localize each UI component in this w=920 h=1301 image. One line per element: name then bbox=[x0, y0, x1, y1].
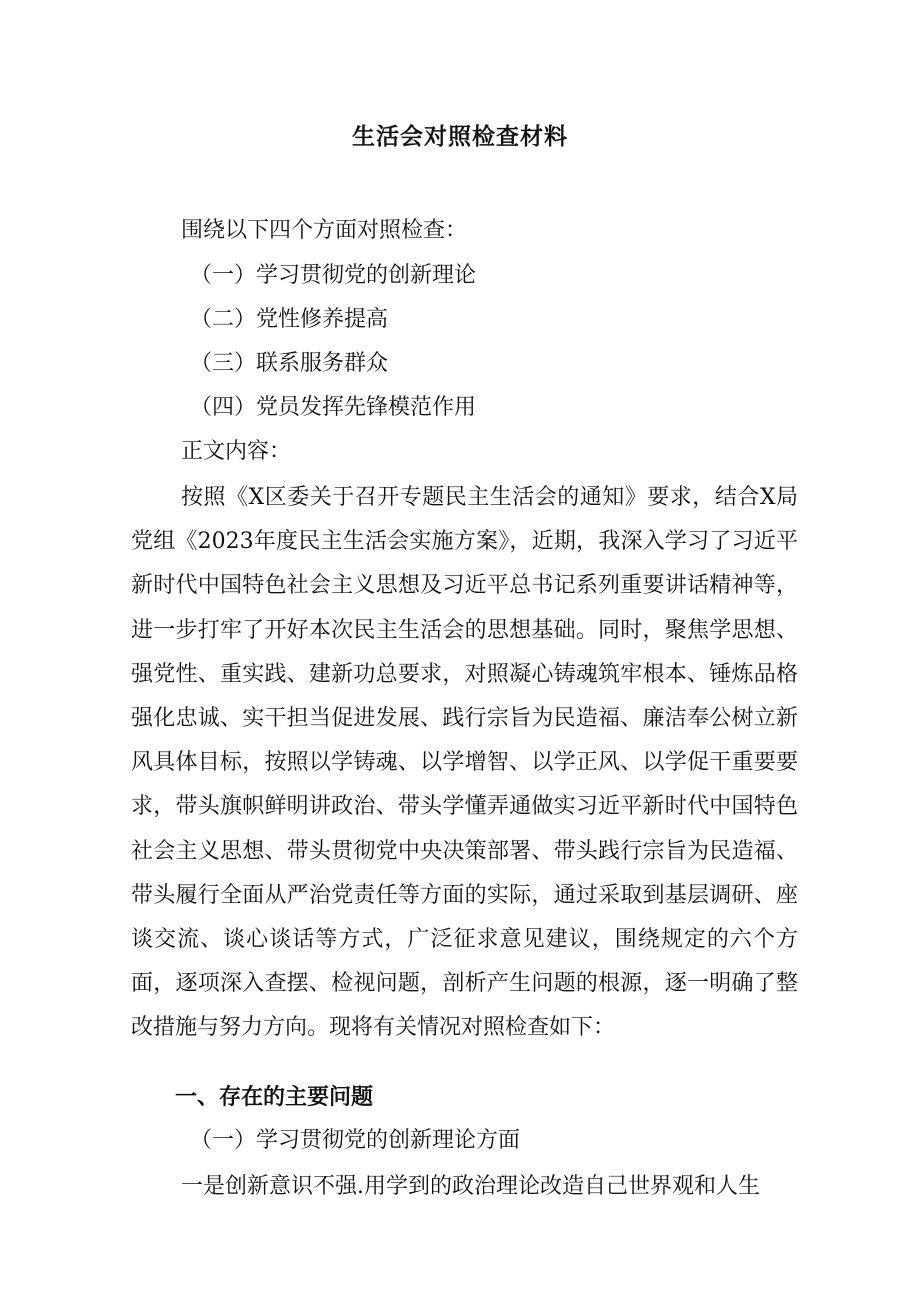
body-paragraph: 按照《X区委关于召开专题民主生活会的通知》要求，结合X局党组《2023年度民主生活会实施方案》，近期，我深入学习了习近平新时代中国特色社会主义思想及习近平总书记系列重要讲话精神等，进一步打牢了开好本次民主生活会的思想基础。同时，聚焦学思想、强党性、重实践、建新功总要求，对照凝心铸魂筑牢根本、锤炼品格强化忠诚、实干担当促进发展、践行宗旨为民造福、廉洁奉公树立新风具体目标，按照以学铸魂、以学增智、以学正风、以学促干重要要求，带头旗帜鲜明讲政治、带头学懂弄通做实习近平新时代中国特色社会主义思想、带头贯彻党中央决策部署、带头践行宗旨为民造福、带头履行全面从严治党责任等方面的实际，通过采取到基层调研、座谈交流、谈心谈话等方式，广泛征求意见建议，围绕规定的六个方面，逐项深入查摆、检视问题，剖析产生问题的根源，逐一明确了整改措施与努力方向。现将有关情况对照检查如下： bbox=[131, 485, 798, 1041]
intro-line: 围绕以下四个方面对照检查： bbox=[181, 218, 468, 243]
body-label: 正文内容： bbox=[181, 439, 292, 464]
aspect-item-4: （四）党员发挥先锋模范作用 bbox=[190, 395, 477, 420]
aspect-item-3: （三）联系服务群众 bbox=[190, 351, 389, 376]
document-title: 生活会对照检查材料 bbox=[352, 124, 568, 150]
body-text bbox=[131, 476, 798, 1051]
aspect-item-2: （二）党性修养提高 bbox=[190, 307, 389, 332]
section-heading: 一、存在的主要问题 bbox=[175, 1085, 374, 1110]
subsection-heading: （一）学习贯彻党的创新理论方面 bbox=[190, 1128, 521, 1153]
aspect-item-1: （一）学习贯彻党的创新理论 bbox=[190, 263, 477, 288]
point-line: 一是创新意识不强.用学到的政治理论改造自己世界观和人生 bbox=[181, 1174, 760, 1199]
